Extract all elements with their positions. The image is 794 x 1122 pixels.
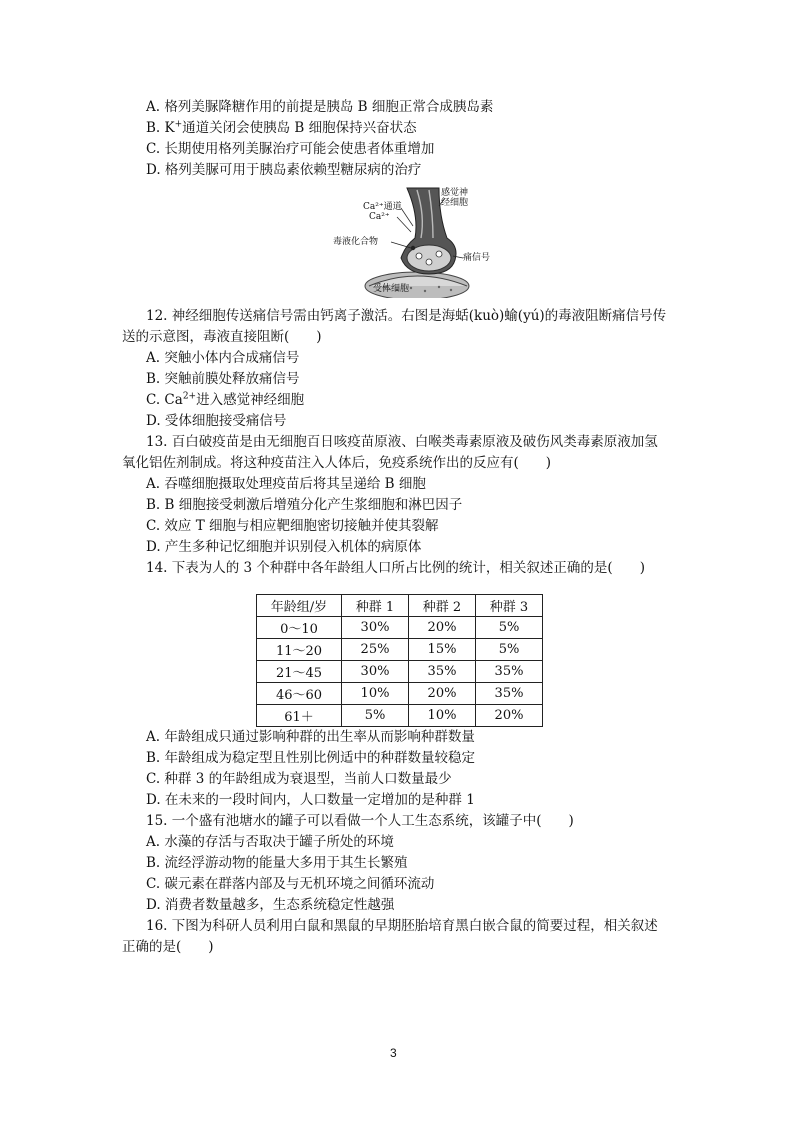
table-cell: 15% <box>409 639 476 661</box>
table-cell: 61＋ <box>257 705 342 727</box>
q15-option-a: A. 水藻的存活与否取决于罐子所处的环境 <box>146 834 394 850</box>
table-cell: 20% <box>476 705 543 727</box>
q12-stem-line1: 12. 神经细胞传送痛信号需由钙离子激活。右图是海蛞(kuò)蝓(yú)的毒液阻断痛信号传 <box>146 308 667 324</box>
pain-signal-label: 痛信号 <box>463 253 491 263</box>
sensory-neuron-label-1: 感觉神 <box>441 188 469 198</box>
table-cell: 30% <box>342 661 409 683</box>
table-cell: 20% <box>409 617 476 639</box>
q12-option-c-superscript: 2+ <box>182 391 197 402</box>
q13-option-c: C. 效应 T 细胞与相应靶细胞密切接触并使其裂解 <box>146 518 439 534</box>
q14-option-d: D. 在未来的一段时间内，人口数量一定增加的是种群 1 <box>146 792 475 808</box>
q15-option-b: B. 流经浮游动物的能量大多用于其生长繁殖 <box>146 855 408 871</box>
ca-channel-label: Ca²⁺通道 <box>363 202 402 212</box>
q13-option-b: B. B 细胞接受刺激后增殖分化产生浆细胞和淋巴因子 <box>146 497 463 513</box>
table-row <box>257 661 543 683</box>
table-header-cell: 种群 3 <box>476 595 543 617</box>
q13-stem-line1: 13. 百白破疫苗是由无细胞百日咳疫苗原液、白喉类毒素原液及破伤风类毒素原液加氢 <box>146 434 658 450</box>
table-cell: 11～20 <box>257 639 342 661</box>
table-cell: 30% <box>342 617 409 639</box>
q11-option-d: D. 格列美脲可用于胰岛素依赖型糖尿病的治疗 <box>146 162 422 178</box>
q11-option-b-superscript: + <box>174 119 183 130</box>
table-header-cell: 年龄组/岁 <box>257 595 342 617</box>
sensory-neuron-label-2: 经细胞 <box>441 198 469 208</box>
q16-stem-line1: 16. 下图为科研人员利用白鼠和黑鼠的早期胚胎培育黑白嵌合鼠的简要过程，相关叙述 <box>146 918 658 934</box>
receptor-cell-label: 受体细胞 <box>373 284 410 294</box>
toxin-label: 毒液化合物 <box>333 237 379 247</box>
table-cell: 21～45 <box>257 661 342 683</box>
q11-option-c: C. 长期使用格列美脲治疗可能会使患者体重增加 <box>146 141 435 157</box>
table-cell: 25% <box>342 639 409 661</box>
table-cell: 0～10 <box>257 617 342 639</box>
table-row <box>257 705 543 727</box>
q16-stem-line2: 正确的是( ) <box>122 939 214 955</box>
table-cell: 10% <box>409 705 476 727</box>
q12-option-a: A. 突触小体内合成痛信号 <box>146 350 300 366</box>
q13-stem-line2: 氧化铝佐剂制成。将这种疫苗注入人体后，免疫系统作出的反应有( ) <box>122 455 552 471</box>
q11-option-b: B. K+通道关闭会使胰岛 B 细胞保持兴奋状态 <box>146 119 417 136</box>
table-cell: 5% <box>342 705 409 727</box>
table-cell: 20% <box>409 683 476 705</box>
q13-option-a: A. 吞噬细胞摄取处理疫苗后将其呈递给 B 细胞 <box>146 476 426 492</box>
ca-ion-label: Ca²⁺ <box>369 212 390 222</box>
table-cell: 46～60 <box>257 683 342 705</box>
table-cell: 35% <box>476 661 543 683</box>
toxin-synapse-figure <box>333 186 505 298</box>
table-row <box>257 683 543 705</box>
q12-option-c: C. $Ca^{2+}$进入感觉神经细胞 <box>146 391 305 408</box>
q15-stem: 15. 一个盛有池塘水的罐子可以看做一个人工生态系统，该罐子中( ) <box>146 813 574 829</box>
q14-option-c: C. 种群 3 的年龄组成为衰退型，当前人口数量最少 <box>146 771 452 787</box>
table-cell: 5% <box>476 639 543 661</box>
table-cell: 35% <box>476 683 543 705</box>
q12-option-d: D. 受体细胞接受痛信号 <box>146 413 287 429</box>
table-cell: 5% <box>476 617 543 639</box>
table-cell: 35% <box>409 661 476 683</box>
q15-option-c: C. 碳元素在群落内部及与无机环境之间循环流动 <box>146 876 435 892</box>
q14-option-b: B. 年龄组成为稳定型且性别比例适中的种群数量较稳定 <box>146 750 476 766</box>
table-header-cell: 种群 2 <box>409 595 476 617</box>
q12-stem-line2: 送的示意图，毒液直接阻断( ) <box>122 329 322 345</box>
table-header-row <box>257 595 543 617</box>
q12-option-b: B. 突触前膜处释放痛信号 <box>146 371 300 387</box>
page-number: 3 <box>390 1046 397 1060</box>
table-row <box>257 639 543 661</box>
table-header-cell: 种群 1 <box>342 595 409 617</box>
q15-option-d: D. 消费者数量越多，生态系统稳定性越强 <box>146 897 395 913</box>
q14-stem: 14. 下表为人的 3 个种群中各年龄组人口所占比例的统计，相关叙述正确的是( ) <box>146 560 645 576</box>
q11-option-a: A. 格列美脲降糖作用的前提是胰岛 B 细胞正常合成胰岛素 <box>146 99 494 115</box>
age-structure-table <box>256 594 543 727</box>
q14-option-a: A. 年龄组成只通过影响种群的出生率从而影响种群数量 <box>146 729 475 745</box>
q13-option-d: D. 产生多种记忆细胞并识别侵入机体的病原体 <box>146 539 422 555</box>
table-cell: 10% <box>342 683 409 705</box>
table-row <box>257 617 543 639</box>
